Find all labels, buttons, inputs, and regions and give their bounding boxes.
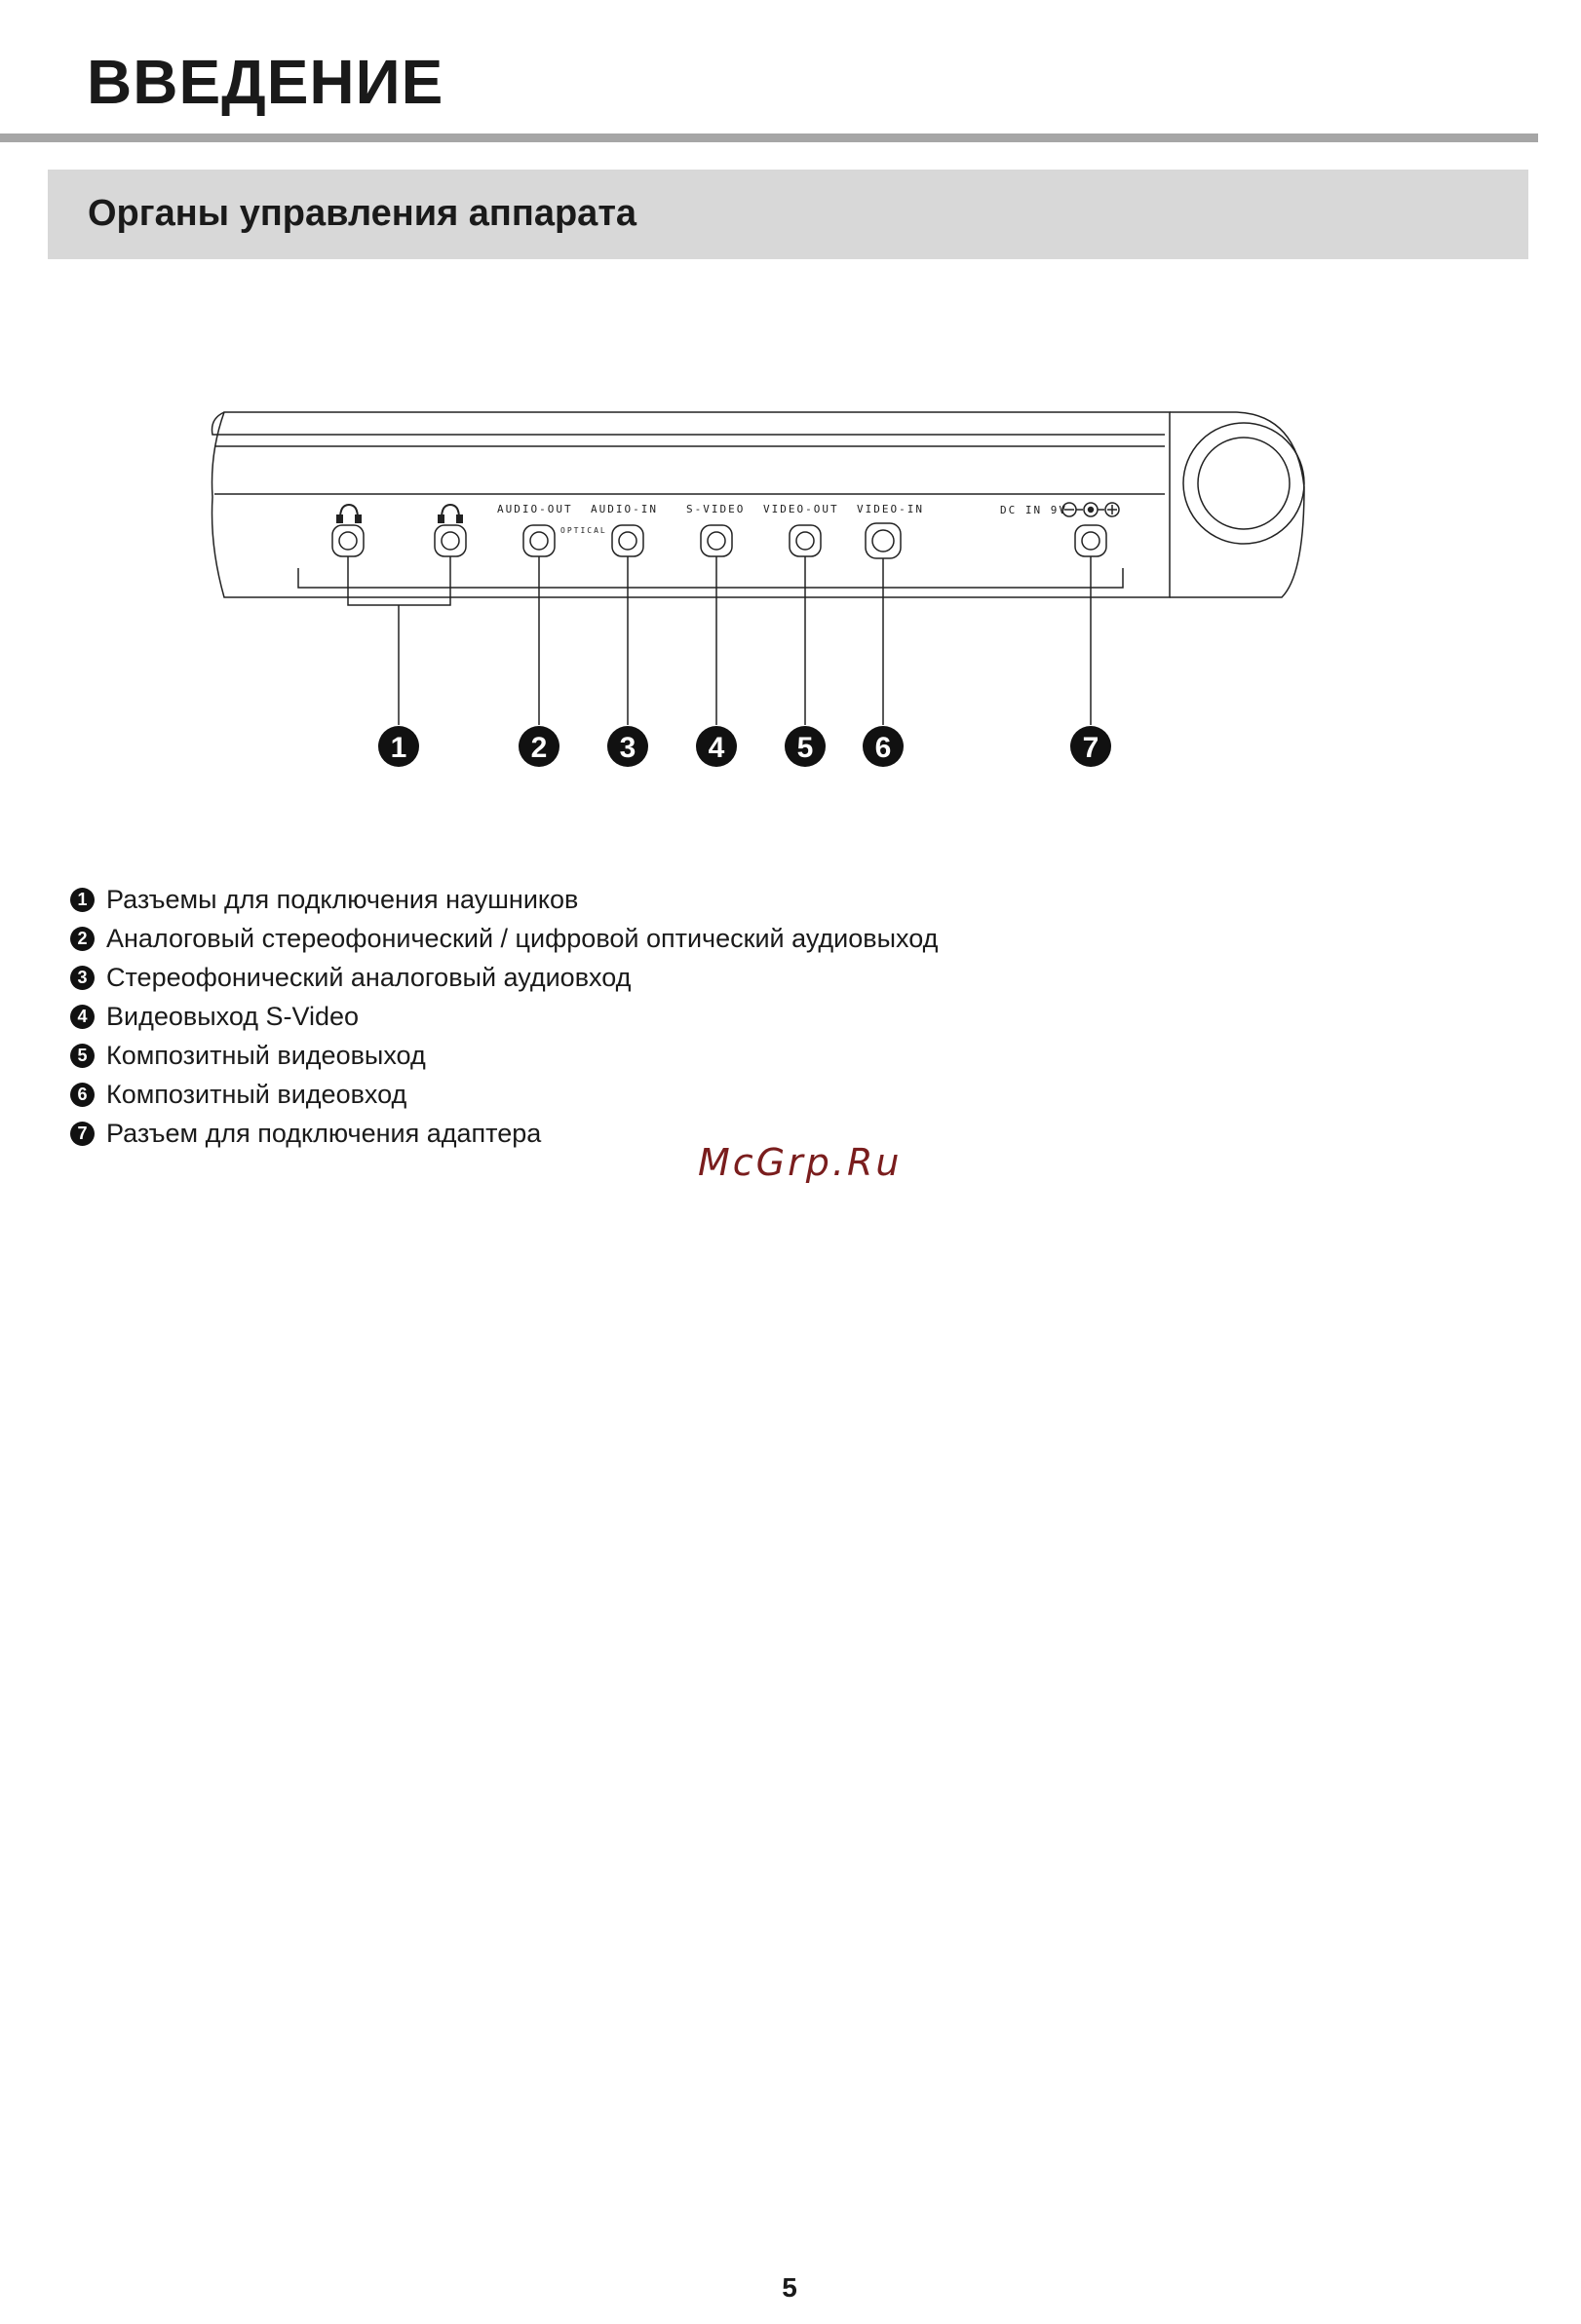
label-optical: OPTICAL bbox=[560, 526, 607, 535]
legend-number-badge: 2 bbox=[70, 927, 95, 951]
callout-3 bbox=[607, 726, 648, 767]
callout-5-label: 5 bbox=[796, 732, 814, 764]
legend-text: Стереофонический аналоговый аудиовход bbox=[106, 962, 632, 992]
callout-4 bbox=[696, 726, 737, 767]
s-video-jack bbox=[701, 525, 732, 556]
legend-list bbox=[70, 880, 938, 1153]
legend-number-badge: 6 bbox=[70, 1083, 95, 1107]
callout-1 bbox=[378, 726, 419, 767]
video-in-jack bbox=[866, 523, 901, 558]
section-title: Органы управления аппарата bbox=[88, 193, 637, 234]
callout-3-label: 3 bbox=[619, 732, 636, 764]
label-video-out: VIDEO-OUT bbox=[763, 503, 839, 515]
headphone-jack bbox=[332, 525, 364, 556]
callout-6 bbox=[863, 726, 904, 767]
dc-in-jack bbox=[1075, 525, 1106, 556]
headphone-jack bbox=[435, 525, 466, 556]
label-s-video: S-VIDEO bbox=[686, 503, 746, 515]
video-out-jack bbox=[790, 525, 821, 556]
legend-text: Видеовыход S-Video bbox=[106, 1001, 360, 1031]
label-video-in: VIDEO-IN bbox=[857, 503, 924, 515]
legend-text: Композитный видеовыход bbox=[106, 1040, 426, 1070]
legend-item bbox=[70, 997, 938, 1036]
callout-6-label: 6 bbox=[874, 732, 892, 764]
watermark: McGrp.Ru bbox=[698, 1141, 903, 1184]
legend-item bbox=[70, 1036, 938, 1075]
legend-item bbox=[70, 919, 938, 958]
legend-item bbox=[70, 958, 938, 997]
label-audio-in: AUDIO-IN bbox=[591, 503, 658, 515]
legend-number-badge: 7 bbox=[70, 1122, 95, 1146]
callout-2 bbox=[519, 726, 559, 767]
label-dc-in: DC IN 9V bbox=[1000, 504, 1067, 516]
page-number: 5 bbox=[782, 2272, 797, 2303]
page-title: ВВЕДЕНИЕ bbox=[87, 47, 444, 117]
callout-1-label: 1 bbox=[390, 732, 407, 764]
audio-in-jack bbox=[612, 525, 643, 556]
label-audio-out: AUDIO-OUT bbox=[497, 503, 573, 515]
audio-out-jack bbox=[523, 525, 555, 556]
legend-text: Разъем для подключения адаптера bbox=[106, 1118, 542, 1148]
legend-text: Разъемы для подключения наушников bbox=[106, 884, 579, 914]
callout-5 bbox=[785, 726, 826, 767]
callout-7-label: 7 bbox=[1082, 732, 1099, 764]
legend-item bbox=[70, 1075, 938, 1114]
legend-number-badge: 1 bbox=[70, 888, 95, 912]
legend-item bbox=[70, 880, 938, 919]
legend-number-badge: 5 bbox=[70, 1044, 95, 1068]
legend-text: Аналоговый стереофонический / цифровой оптический аудиовыход bbox=[106, 923, 939, 953]
callout-7 bbox=[1070, 726, 1111, 767]
legend-number-badge: 4 bbox=[70, 1005, 95, 1029]
legend-number-badge: 3 bbox=[70, 966, 95, 990]
callout-4-label: 4 bbox=[708, 732, 725, 764]
legend-text: Композитный видеовход bbox=[106, 1079, 407, 1109]
callout-2-label: 2 bbox=[530, 732, 548, 764]
device-body bbox=[212, 412, 1305, 597]
